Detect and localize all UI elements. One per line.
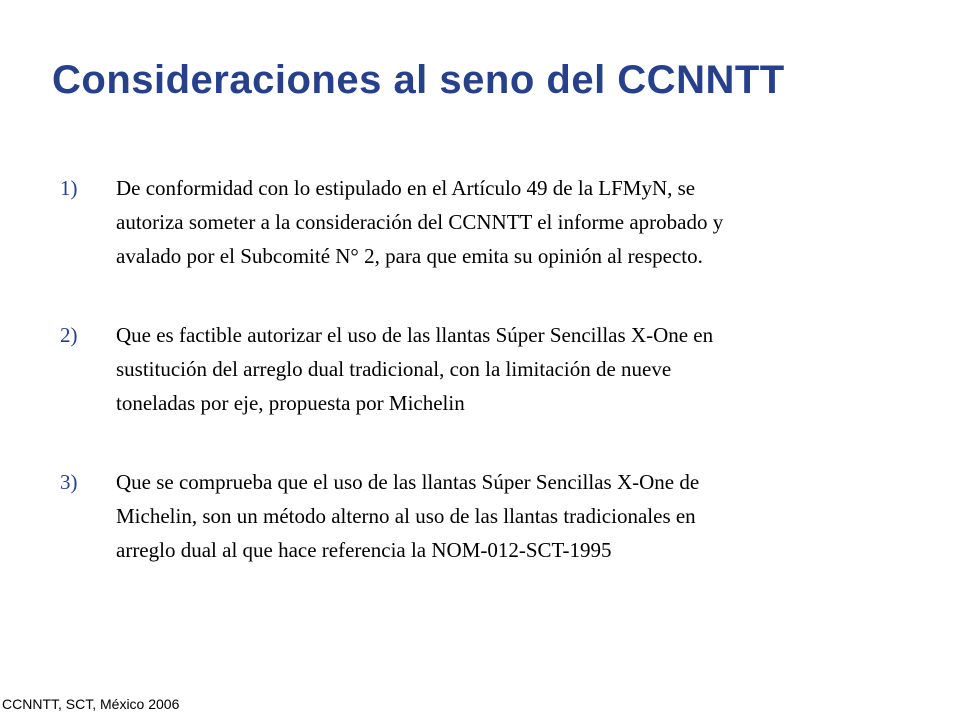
item-text [116,318,713,420]
list-item-3 [60,465,900,567]
item-text-line: autoriza someter a la consideración del CCNNTT el informe aprobado y [116,210,724,234]
slide-title: Consideraciones al seno del CCNNTT [52,58,785,102]
item-text-line: De conformidad con lo estipulado en el Artículo 49 de la LFMyN, se [116,176,696,200]
list-item-1 [60,171,900,273]
item-text-line: avalado por el Subcomité N° 2, para que emita su opinión al respecto. [116,244,703,268]
item-text-line: Que es factible autorizar el uso de las llantas Súper Sencillas X-One en [116,323,714,347]
item-text-line: Michelin, son un método alterno al uso de las llantas tradicionales en [116,504,696,528]
item-text-line: toneladas por eje, propuesta por Michelin [116,391,465,415]
item-text-line: sustitución del arreglo dual tradicional, con la limitación de nueve [116,357,672,381]
item-text-line: arreglo dual al que hace referencia la NOM-012-SCT-1995 [116,538,612,562]
item-text [116,171,723,273]
item-number: 3) [60,470,78,494]
item-text-line: Que se comprueba que el uso de las llantas Súper Sencillas X-One de [116,470,700,494]
item-text [116,465,699,567]
slide-footer: CCNNTT, SCT, México 2006 [2,696,180,712]
item-number: 1) [60,176,78,200]
item-number: 2) [60,323,78,347]
list-item-2 [60,318,900,420]
considerations-list [60,171,900,612]
